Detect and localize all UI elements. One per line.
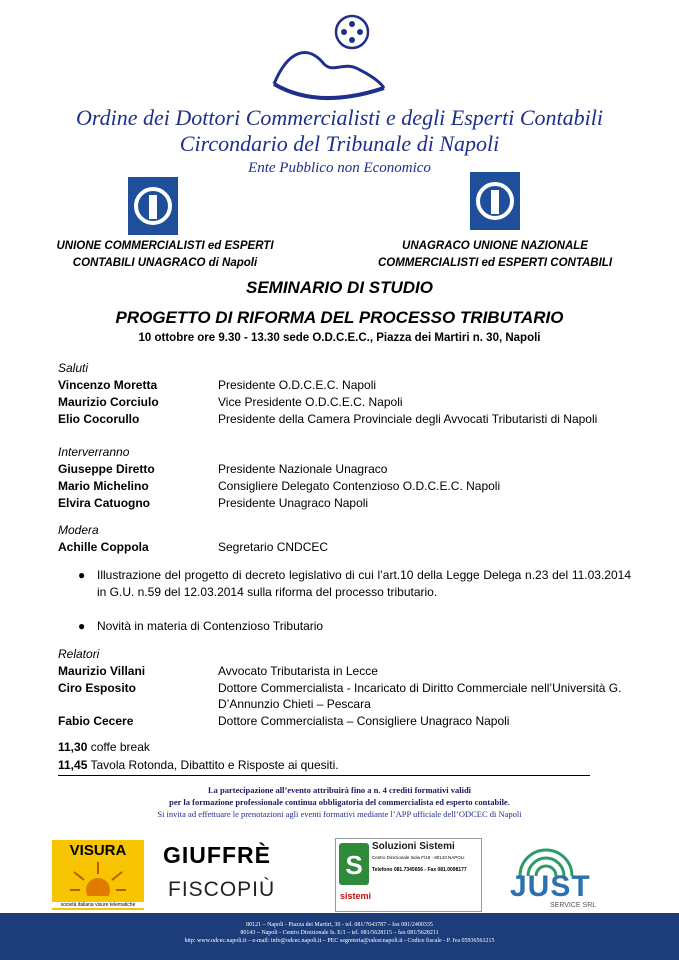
- unagraco-napoli-logo: [128, 177, 178, 235]
- person-name: Mario Michelino: [58, 479, 149, 493]
- sun-icon: [70, 860, 126, 896]
- saluti-label: Saluti: [58, 361, 89, 375]
- break-time: 11,30: [58, 740, 88, 754]
- union-left-line1: UNIONE COMMERCIALISTI ed ESPERTI: [56, 240, 274, 252]
- person-name: Ciro Esposito: [58, 681, 137, 695]
- bullet-icon: ●: [78, 619, 86, 633]
- round-time: 11,45: [58, 758, 88, 772]
- org-title: Ordine dei Dottori Commercialisti e degli Esperti Contabili: [76, 105, 603, 130]
- person-name: Elvira Catuogno: [58, 496, 151, 510]
- round-table: [58, 758, 339, 772]
- relatori-label: Relatori: [58, 647, 100, 661]
- just-name: JUST: [510, 870, 591, 903]
- union-right-name: [355, 238, 635, 272]
- footer-address-1: 80121 – Napoli - Piazza dei Martiri, 30 - tel. 081/7643787 – fax 081/2400335: [246, 922, 433, 928]
- coffee-break: [58, 740, 150, 754]
- svg-text:S: S: [345, 850, 363, 880]
- just-sub: SERVICE SRL: [550, 902, 597, 909]
- person-name: Giuseppe Diretto: [58, 462, 155, 476]
- visura-sub: società italiana visure telematiche: [52, 902, 144, 908]
- org-status: Ente Pubblico non Economico: [248, 160, 431, 176]
- footer: [0, 913, 679, 960]
- soluzioni-name: Soluzioni Sistemi: [372, 841, 455, 852]
- person-role: Presidente della Camera Provinciale degli Avvocati Tributaristi di Napoli: [218, 412, 598, 426]
- seminar-subject: PROGETTO DI RIFORMA DEL PROCESSO TRIBUTARIO: [115, 308, 564, 327]
- footer-contacts: http: www.odcec.napoli.it – e-mail: info@odcec.napoli.it – PEC segreteria@odcecnapoli.it - Codice fiscale - P. Iva 05936561215: [184, 938, 495, 944]
- seminar-date: 10 ottobre ore 9.30 - 13.30 sede O.D.C.E.C., Piazza dei Martiri n. 30, Napoli: [138, 332, 541, 344]
- person-name: Vincenzo Moretta: [58, 378, 158, 392]
- topic-item: Novità in materia di Contenzioso Tributario: [97, 619, 324, 633]
- seminar-title: SEMINARIO DI STUDIO: [245, 278, 433, 297]
- person-role: Segretario CNDCEC: [218, 540, 329, 554]
- odcec-logo: [268, 10, 388, 102]
- booking-note: Si invita ad effettuare le prenotazioni agli eventi formativi mediante l’APP ufficiale dell’ODCEC di Napoli: [157, 809, 522, 819]
- break-text: coffe break: [90, 740, 150, 754]
- divider: [58, 775, 590, 776]
- person-name: Achille Coppola: [58, 540, 149, 554]
- visura-name: VISURA: [52, 840, 144, 859]
- topic-item: Illustrazione del progetto di decreto legislativo di cui l’art.10 della Legge Delega n.23 del 11.03.2014 in G.U. n.59 del 12.03.2014 sulla riforma del processo tributario.: [97, 568, 631, 599]
- person-role: Dottore Commercialista - Incaricato di Diritto Commerciale nell’Università G.: [218, 681, 622, 695]
- union-left-line2: CONTABILI UNAGRACO di Napoli: [72, 257, 258, 269]
- round-text: Tavola Rotonda, Dibattito e Risposte ai quesiti.: [90, 758, 339, 772]
- person-name: Maurizio Corciulo: [58, 395, 159, 409]
- union-right-line1: UNAGRACO UNIONE NAZIONALE: [402, 240, 588, 252]
- person-role-cont: D’Annunzio Chieti – Pescara: [218, 697, 371, 711]
- interverranno-label: Interverranno: [58, 445, 130, 459]
- union-left-name: [40, 238, 290, 272]
- credits-note: La partecipazione all’evento attribuirà fino a n. 4 crediti formativi validi: [207, 785, 472, 795]
- person-role: Dottore Commercialista – Consigliere Unagraco Napoli: [218, 714, 510, 728]
- soluzioni-sistemi-logo: [335, 838, 482, 912]
- giuffre-logo: GIUFFRÈ: [163, 842, 271, 868]
- bullet-icon: ●: [78, 568, 86, 582]
- person-role: Vice Presidente O.D.C.E.C. Napoli: [218, 395, 403, 409]
- fiscopiu-logo: FISCOPIÙ: [168, 878, 276, 901]
- s-logo-icon: [339, 843, 369, 885]
- person-name: Fabio Cecere: [58, 714, 134, 728]
- person-role: Presidente Unagraco Napoli: [218, 496, 369, 510]
- just-logo: [506, 840, 606, 912]
- footer-address-2: 80143 – Napoli - Centro Direzionale Is. E/1 – tel. 081/5628115 – fax 081/5628211: [240, 930, 439, 936]
- soluzioni-tel: Telefono 081.7345656 - Fax 081.0098177: [372, 867, 467, 873]
- union-right-line2: COMMERCIALISTI ed ESPERTI CONTABILI: [377, 257, 613, 269]
- credits-note-2: per la formazione professionale continua obbligatoria del commercialista ed esperto contabile.: [169, 797, 510, 807]
- unagraco-nazionale-logo: [470, 172, 520, 230]
- person-role: Presidente Nazionale Unagraco: [218, 462, 388, 476]
- soluzioni-addr: Centro Direzionale Isola F/19 - 80143 NAPOLI: [372, 855, 465, 860]
- modera-label: Modera: [58, 523, 99, 537]
- person-role: Presidente O.D.C.E.C. Napoli: [218, 378, 377, 392]
- org-subtitle: Circondario del Tribunale di Napoli: [179, 131, 500, 156]
- person-name: Maurizio Villani: [58, 664, 146, 678]
- person-name: Elio Cocorullo: [58, 412, 140, 426]
- person-role: Consigliere Delegato Contenzioso O.D.C.E.C. Napoli: [218, 479, 501, 493]
- visura-logo: [52, 840, 144, 910]
- sistemi-name: sistemi: [340, 891, 372, 901]
- person-role: Avvocato Tributarista in Lecce: [218, 664, 378, 678]
